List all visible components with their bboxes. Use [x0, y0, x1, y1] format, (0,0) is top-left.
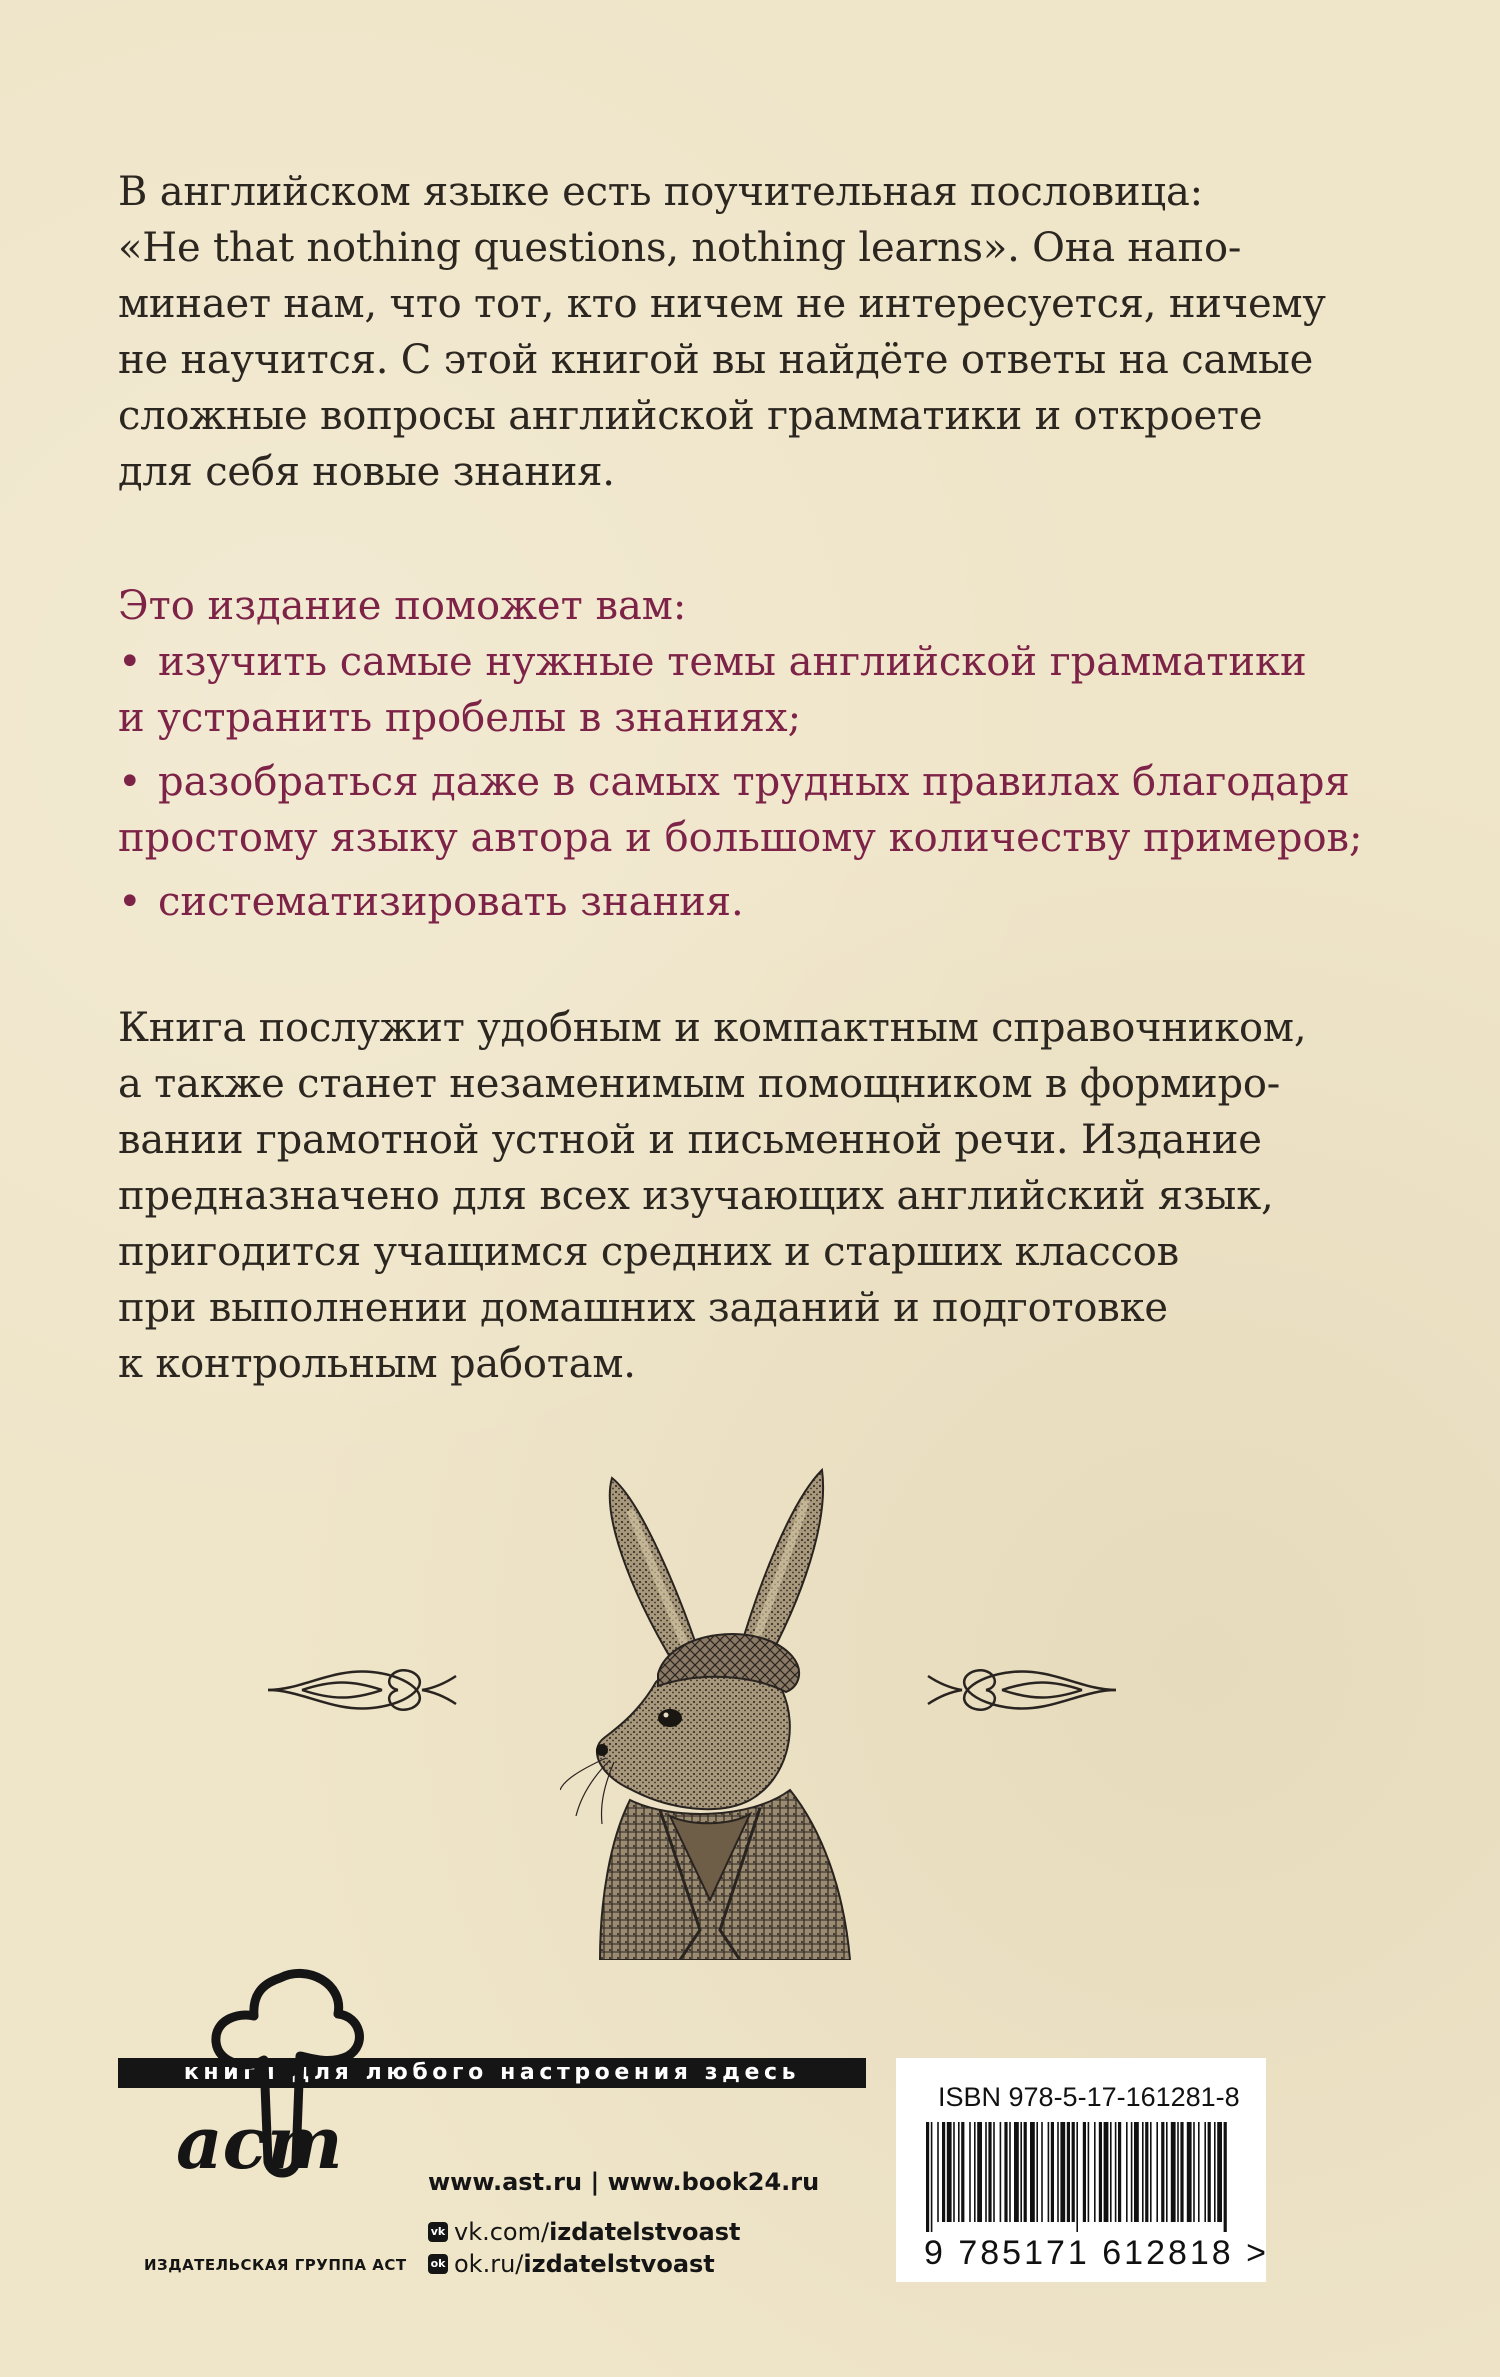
barcode-bar	[1009, 2122, 1011, 2222]
intro-line: «He that nothing questions, nothing learns». Она напо-	[118, 225, 1242, 271]
barcode-bar	[1115, 2122, 1117, 2222]
barcode-bar	[1224, 2122, 1227, 2232]
barcode-bar	[1060, 2122, 1065, 2222]
benefit-text: разобраться даже в самых трудных правилах благодаря	[158, 759, 1350, 805]
benefits-lead: Это издание поможет вам:	[118, 583, 687, 629]
hare-in-tweed-cap-icon	[560, 1460, 860, 1960]
vk-icon: vk	[428, 2222, 448, 2242]
barcode-bar	[953, 2122, 955, 2222]
barcode-bar	[1198, 2122, 1200, 2222]
ok-prefix: ok.ru/	[454, 2250, 524, 2278]
slogan-bar: книги для любого настроения здесь	[118, 2058, 866, 2088]
barcode-bar	[1177, 2122, 1179, 2222]
barcode-bar	[942, 2122, 945, 2222]
barcode-bar	[1099, 2122, 1102, 2222]
outro-line: Книга послужит удобным и компактным справочником,	[118, 1005, 1307, 1051]
benefit-text: изучить самые нужные темы английской грамматики	[158, 639, 1307, 685]
barcode-bar	[1150, 2122, 1152, 2222]
barcode-bar	[1057, 2122, 1059, 2222]
benefit-item	[118, 634, 1348, 746]
barcode-bar	[1004, 2122, 1007, 2222]
vk-handle: izdatelstvoast	[549, 2218, 741, 2246]
barcode-bar	[969, 2122, 971, 2222]
publisher-logo-text: аст	[176, 2100, 343, 2185]
barcode-bar	[1134, 2122, 1139, 2222]
barcode-bar	[1110, 2122, 1112, 2222]
barcode-bar	[1166, 2122, 1168, 2222]
barcode-bar	[1131, 2122, 1133, 2222]
barcode-bar	[1104, 2122, 1109, 2222]
barcode-bar	[1180, 2122, 1183, 2222]
barcode-bar	[1145, 2122, 1148, 2222]
barcode-bar	[1118, 2122, 1121, 2222]
benefit-text: систематизировать знания.	[158, 879, 744, 925]
barcode-bar	[1036, 2122, 1038, 2222]
ok-link[interactable]	[428, 2250, 715, 2278]
barcode-bar	[1072, 2122, 1075, 2222]
barcode-bar	[1067, 2122, 1070, 2222]
barcode-bar	[988, 2122, 991, 2222]
benefit-item	[118, 754, 1363, 866]
barcode-bar	[1217, 2122, 1222, 2222]
barcode-bar	[1187, 2122, 1192, 2222]
barcode-bar	[1088, 2122, 1090, 2222]
intro-paragraph	[118, 164, 1348, 500]
benefit-line	[118, 874, 1348, 930]
bullet-icon: •	[118, 759, 142, 805]
barcode-bar	[1214, 2122, 1216, 2222]
benefit-line	[118, 634, 1348, 690]
barcode-bar	[1048, 2122, 1050, 2222]
barcode-bar	[1156, 2122, 1158, 2222]
publisher-name: ИЗДАТЕЛЬСКАЯ ГРУППА АСТ	[144, 2256, 407, 2274]
bullet-icon: •	[118, 879, 142, 925]
outro-line: к контрольным работам.	[118, 1341, 636, 1387]
barcode-bar	[1193, 2122, 1195, 2222]
barcode-bar	[1024, 2122, 1027, 2222]
flourish-ornament-right-icon	[922, 1650, 1122, 1730]
vk-link[interactable]	[428, 2218, 740, 2246]
barcode-bar	[1020, 2122, 1022, 2222]
barcode-bar	[1051, 2122, 1054, 2222]
barcode-bar	[931, 2122, 933, 2232]
ok-handle: izdatelstvoast	[523, 2250, 715, 2278]
barcode-bar	[926, 2122, 929, 2232]
outro-line: предназначено для всех изучающих английский язык,	[118, 1173, 1274, 1219]
barcode-bar	[977, 2122, 982, 2222]
barcode-bar	[1126, 2122, 1128, 2222]
barcode-bar	[1030, 2122, 1035, 2222]
outro-line: пригодится учащимся средних и старших классов	[118, 1229, 1179, 1275]
benefit-line: и устранить пробелы в знаниях;	[118, 695, 802, 741]
flourish-ornament-left-icon	[262, 1650, 462, 1730]
barcode-bar	[1142, 2122, 1144, 2222]
barcode-bar	[985, 2122, 987, 2222]
barcode-bar	[1014, 2122, 1019, 2222]
barcode-bar	[1083, 2122, 1086, 2222]
intro-line: В английском языке есть поучительная пословица:	[118, 169, 1203, 215]
outro-line: вании грамотной устной и письменной речи. Издание	[118, 1117, 1262, 1163]
publisher-logo-icon	[168, 1960, 368, 2220]
barcode-digits: 9 785171 612818 >	[924, 2234, 1270, 2272]
odnoklassniki-icon: ok	[428, 2254, 448, 2274]
intro-line: сложные вопросы английской грамматики и откроете	[118, 393, 1263, 439]
benefit-line: простому языку автора и большому количеству примеров;	[118, 815, 1363, 861]
isbn-box	[896, 2058, 1270, 2282]
intro-line: для себя новые знания.	[118, 449, 615, 495]
barcode-bar	[1041, 2122, 1043, 2222]
barcode-bar	[1094, 2122, 1096, 2222]
intro-line: минает нам, что тот, кто ничем не интересуется, ничему	[118, 281, 1326, 327]
barcode-bar	[993, 2122, 995, 2222]
vk-prefix: vk.com/	[454, 2218, 550, 2246]
outro-paragraph	[118, 1000, 1348, 1392]
barcode-bar	[947, 2122, 952, 2222]
benefits-list	[118, 578, 1363, 930]
barcode-bar	[1076, 2122, 1078, 2232]
barcode-bar	[937, 2122, 939, 2222]
barcode-bar	[961, 2122, 964, 2222]
barcode-bar	[1204, 2122, 1206, 2222]
outro-line: а также станет незаменимым помощником в формиро-	[118, 1061, 1281, 1107]
website-links[interactable]: www.ast.ru | www.book24.ru	[428, 2168, 820, 2196]
isbn-label: ISBN 978-5-17-161281-8	[938, 2082, 1240, 2112]
barcode-bar	[1171, 2122, 1176, 2222]
benefit-item	[118, 874, 1348, 930]
barcode-bar	[1000, 2122, 1002, 2222]
benefit-line	[118, 754, 1348, 810]
bullet-icon: •	[118, 639, 142, 685]
intro-line: не научится. С этой книгой вы найдёте ответы на самые	[118, 337, 1314, 383]
barcode-bar	[1208, 2122, 1211, 2222]
barcode-bar	[958, 2122, 960, 2222]
barcode-bar	[974, 2122, 976, 2222]
barcode-icon	[926, 2122, 1236, 2232]
outro-line: при выполнении домашних заданий и подготовке	[118, 1285, 1168, 1331]
barcode-bar	[1161, 2122, 1164, 2222]
